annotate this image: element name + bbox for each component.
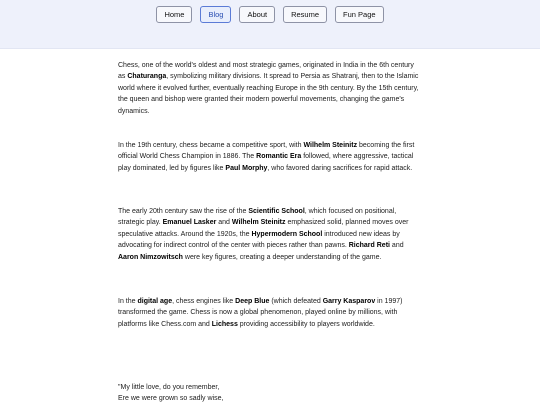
paragraph-digital-age: In the digital age, chess engines like Deep Blue (which defeated Garry Kasparov in 1997) transformed the game. Chess is now a global phenomenon, played online by millions, with platforms like Chess.com and Lichess providing accessibility to players worldwide. [118,298,403,328]
nav-blog-button[interactable]: Blog [200,6,231,23]
highlighted-term: Richard Reti [348,242,390,250]
highlighted-term: Paul Morphy [225,164,268,172]
paragraph-origins: Chess, one of the world's oldest and most strategic games, originated in India in the 6th century as Chaturanga, symbolizing military divisions. It spread to Persia as Shatranj, then to the Islamic world where it evolved further, eventually reaching Europe in the 9th century. By the 15th century, the queen and bishop were granted their modern powerful movements, changing the game's dynamics. [118,62,419,115]
highlighted-term: Wilhelm Steinitz [303,142,358,149]
nav-home-button[interactable]: Home [156,6,192,23]
highlighted-term: Scientific School [248,208,305,215]
highlighted-term: Hypermodern School [251,230,323,238]
poem-excerpt [118,382,223,405]
nav-resume-button[interactable]: Resume [283,6,327,23]
nav-about-button[interactable]: About [239,6,275,23]
highlighted-term: Emanuel Lasker [162,219,217,227]
header-bar [0,0,540,49]
poem-line: Ere we were grown so sadly wise, [118,395,224,403]
highlighted-term: Wilhelm Steinitz [231,219,286,227]
nav-bar [0,6,540,23]
highlighted-term: Chaturanga [127,73,167,81]
highlighted-term: Deep Blue [235,298,270,305]
highlighted-term: Garry Kasparov [322,298,376,305]
poem-line: "My little love, do you remember, [118,384,220,391]
highlighted-term: Romantic Era [256,153,302,161]
highlighted-term: Aaron Nimzowitsch [118,253,183,261]
highlighted-term: Lichess [211,320,238,328]
paragraph-19th-century: In the 19th century, chess became a competitive sport, with Wilhelm Steinitz becoming the first official World Chess Champion in 1886. The Romantic Era followed, where aggressive, tactical play dominated, led by figures like Paul Morphy, who favored daring sacrifices for rapid attack. [118,142,415,172]
highlighted-term: digital age [137,298,173,305]
paragraph-20th-century: The early 20th century saw the rise of the Scientific School, which focused on positional, strategic play. Emanuel Lasker and Wilhelm Steinitz emphasized solid, planned moves over speculative attacks. Around the 1920s, the Hypermodern School introduced new ideas by advocating for indirect control of the center with pieces rather than pawns. Richard Reti and Aaron Nimzowitsch were key figures, creating a deeper understanding of the game. [118,208,409,261]
nav-fun-page-button[interactable]: Fun Page [335,6,384,23]
